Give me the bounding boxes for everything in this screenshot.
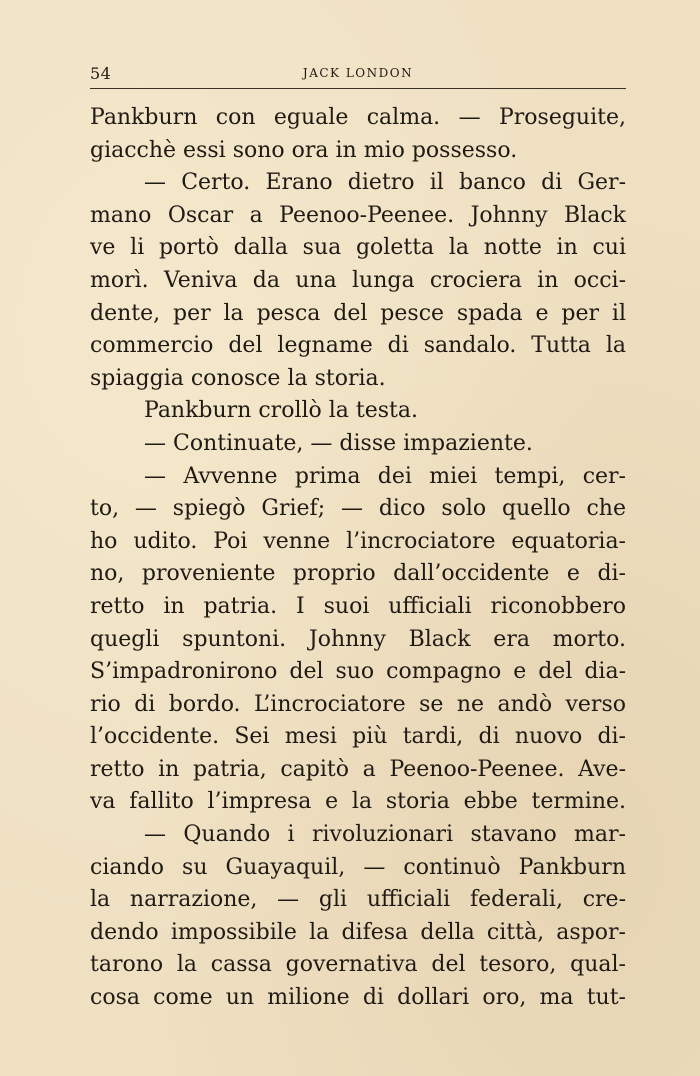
text-line: l’occidente. Sei mesi più tardi, di nuovo di-: [90, 724, 626, 750]
text-line: Pankburn crollò la testa.: [144, 398, 419, 424]
text-line: to, — spiegò Grief; — dico solo quello che: [90, 496, 626, 522]
text-line: rio di bordo. L’incrociatore se ne andò verso: [90, 691, 626, 717]
page-header: [90, 64, 626, 86]
text-line: ve li portò dalla sua goletta la notte in cui: [90, 235, 626, 261]
text-line: tarono la cassa governativa del tesoro, qual-: [90, 952, 626, 978]
text-line: ho udito. Poi venne l’incrociatore equatoria-: [90, 528, 626, 554]
text-line: — Avvenne prima dei miei tempi, cer-: [144, 463, 626, 489]
text-line: quegli spuntoni. Johnny Black era morto.: [90, 626, 626, 652]
text-line: dendo impossibile la difesa della città, aspor-: [90, 919, 626, 945]
text-line: mano Oscar a Peenoo-Peenee. Johnny Black: [90, 202, 626, 228]
text-line: giacchè essi sono ora in mio possesso.: [90, 137, 518, 163]
text-line: — Quando i rivoluzionari stavano mar-: [144, 822, 626, 848]
running-title: JACK LONDON: [302, 66, 414, 80]
text-line: — Continuate, — disse impaziente.: [144, 430, 533, 456]
page-number: 54: [90, 64, 112, 83]
text-line: retto in patria. I suoi ufficiali riconobbero: [90, 593, 626, 619]
body-text: [90, 102, 626, 1015]
text-line: — Certo. Erano dietro il banco di Ger-: [144, 170, 626, 196]
text-line: dente, per la pesca del pesce spada e per il: [90, 300, 626, 326]
text-line: commercio del legname di sandalo. Tutta la: [90, 333, 626, 359]
text-line: cosa come un milione di dollari oro, ma tut-: [90, 985, 626, 1011]
text-line: ciando su Guayaquil, — continuò Pankburn: [90, 854, 626, 880]
text-line: spiaggia conosce la storia.: [90, 365, 386, 391]
text-line: S’impadronirono del suo compagno e del dia-: [90, 659, 626, 685]
text-line: no, proveniente proprio dall’occidente e di-: [90, 561, 626, 587]
text-line: va fallito l’impresa e la storia ebbe termine.: [90, 789, 626, 815]
header-rule: [90, 88, 626, 89]
text-line: Pankburn con eguale calma. — Proseguite,: [90, 105, 626, 130]
text-line: retto in patria, capitò a Peenoo-Peenee. Ave-: [90, 756, 626, 782]
text-line: morì. Veniva da una lunga crociera in occi-: [90, 267, 626, 293]
text-line: la narrazione, — gli ufficiali federali, cre-: [90, 887, 626, 913]
